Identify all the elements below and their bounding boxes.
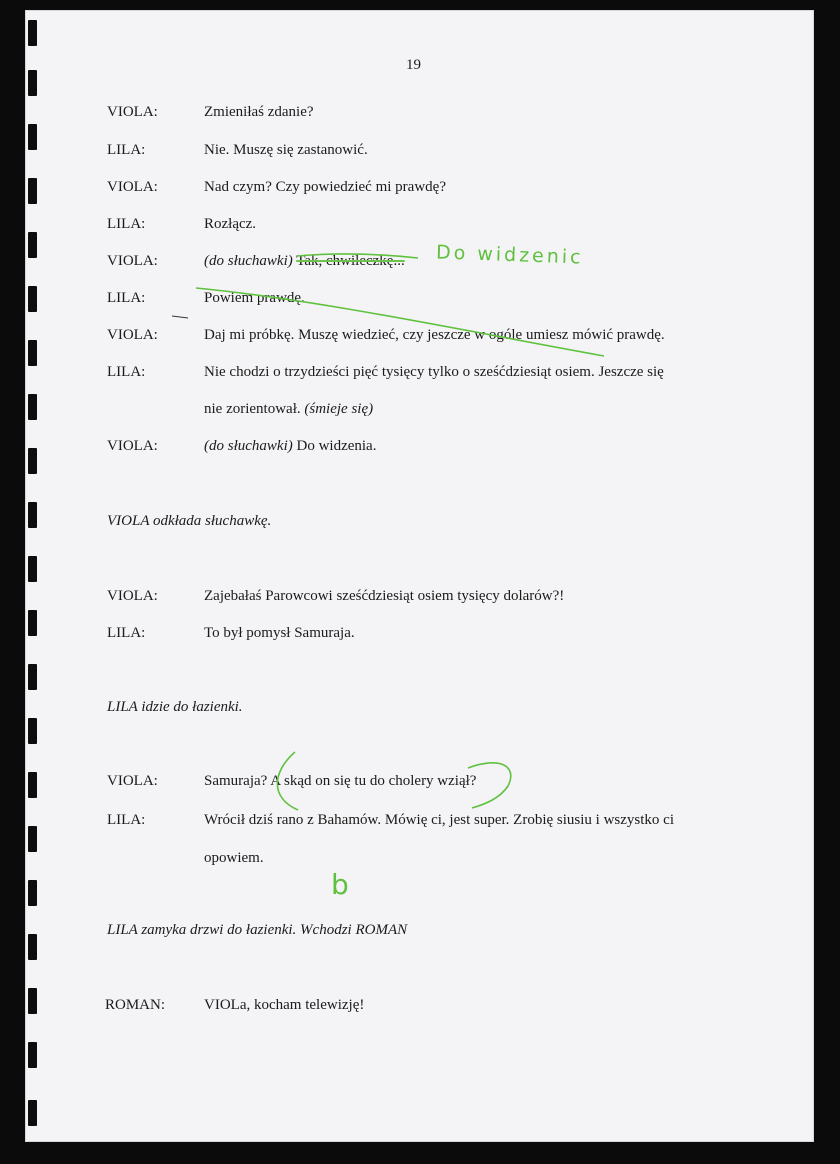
speaker-name: LILA: — [107, 142, 146, 158]
stage-direction: (do słuchawki) — [204, 253, 293, 269]
speech-text: VIOLa, kocham telewizję! — [204, 997, 365, 1013]
speaker-name: LILA: — [107, 290, 146, 306]
speaker-name: LILA: — [107, 625, 146, 641]
speaker-name: VIOLA: — [107, 179, 158, 195]
pen-mark — [172, 316, 188, 318]
speech-text: Daj mi próbkę. Muszę wiedzieć, czy jeszcze w ogóle umiesz mówić prawdę. — [204, 327, 665, 343]
speech-text-b: A skąd on się tu do cholery wziął? — [270, 773, 477, 789]
speech-text: To był pomysł Samuraja. — [204, 625, 355, 641]
speaker-name: VIOLA: — [107, 438, 158, 454]
stage-direction: (do słuchawki) — [204, 438, 293, 454]
stage-direction-block: VIOLA odkłada słuchawkę. — [107, 513, 272, 529]
speech-text: Powiem prawdę. — [204, 290, 305, 306]
speech-text: Zajebałaś Parowcowi sześćdziesiąt osiem tysięcy dolarów?! — [204, 588, 565, 604]
speech-text-main: Do widzenia. — [296, 438, 377, 454]
speech-text: Rozłącz. — [204, 216, 257, 232]
speech-text-a: Samuraja? — [204, 773, 268, 789]
speaker-name: VIOLA: — [107, 773, 158, 789]
page-number: 19 — [406, 57, 421, 73]
speaker-name: LILA: — [107, 812, 146, 828]
speech-text: Nie. Muszę się zastanowić. — [204, 142, 368, 158]
speaker-name: VIOLA: — [107, 588, 158, 604]
speaker-name: VIOLA: — [107, 253, 158, 269]
struck-text: Tak, chwileczkę... — [296, 253, 405, 269]
speaker-name: VIOLA: — [107, 327, 158, 343]
stage-direction: (śmieje się) — [304, 401, 374, 417]
strike-line — [298, 254, 418, 258]
speech-text: Wrócił dziś rano z Bahamów. Mówię ci, jest super. Zrobię siusiu i wszystko ci — [204, 812, 674, 828]
speech-text: Nad czym? Czy powiedzieć mi prawdę? — [204, 179, 446, 195]
speech-text-cont: nie zorientował. — [204, 401, 301, 417]
stage-direction-block: LILA idzie do łazienki. — [107, 699, 243, 715]
stage-direction-block: LILA zamyka drzwi do łazienki. Wchodzi ROMAN — [107, 922, 408, 938]
bracket-open — [277, 752, 298, 810]
speaker-name: VIOLA: — [107, 104, 158, 120]
strike-line — [196, 288, 604, 356]
handwritten-correction: Do widzenic — [435, 241, 584, 269]
speaker-name: ROMAN: — [105, 997, 166, 1013]
speech-text: Nie chodzi o trzydzieści pięć tysięcy tylko o sześćdziesiąt osiem. Jeszcze się — [204, 364, 664, 380]
speaker-name: LILA: — [107, 216, 146, 232]
speech-text-cont: opowiem. — [204, 850, 264, 866]
speech-text: Zmieniłaś zdanie? — [204, 104, 314, 120]
speaker-name: LILA: — [107, 364, 146, 380]
handwritten-mark: b — [331, 868, 349, 901]
bracket-close — [468, 763, 511, 808]
